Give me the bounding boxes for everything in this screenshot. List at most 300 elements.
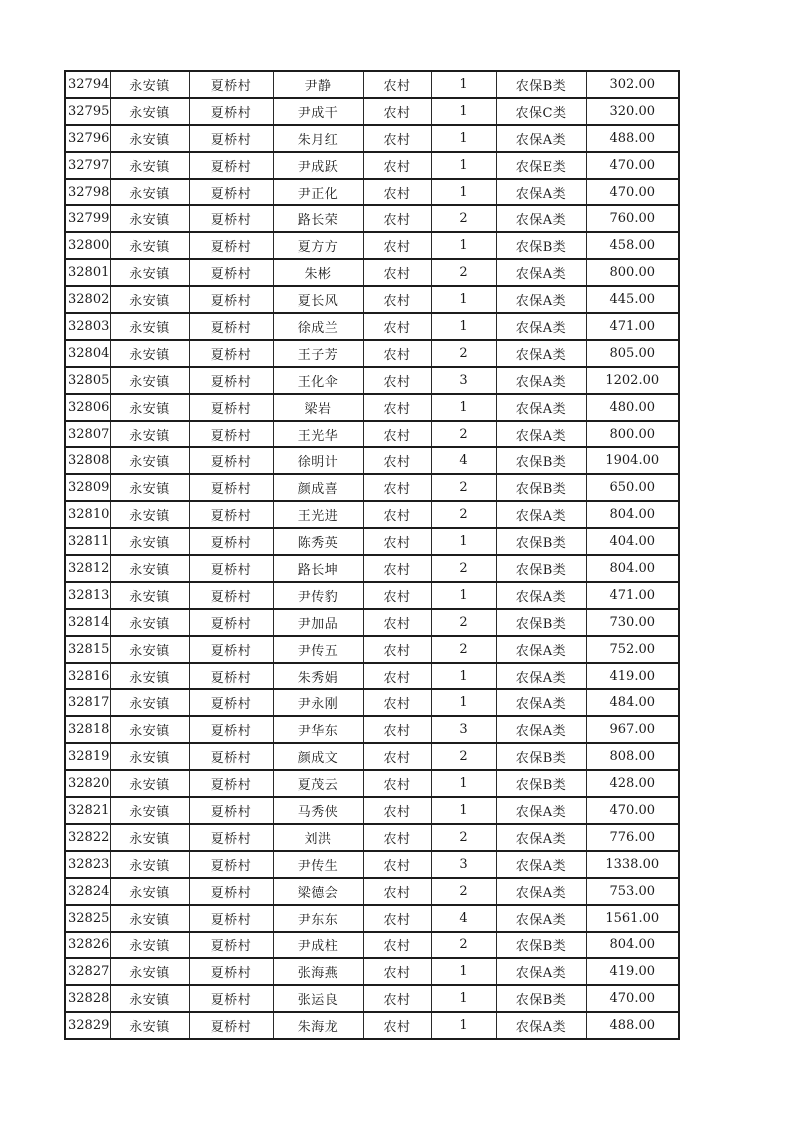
cell-person-count: 2 — [431, 609, 496, 636]
cell-person-name: 尹传豹 — [273, 582, 363, 609]
cell-town: 永安镇 — [110, 905, 189, 932]
cell-village: 夏桥村 — [189, 743, 273, 770]
table-row — [65, 582, 679, 609]
cell-village: 夏桥村 — [189, 394, 273, 421]
cell-person-name: 马秀侠 — [273, 797, 363, 824]
cell-person-count: 3 — [431, 851, 496, 878]
cell-person-name: 尹东东 — [273, 905, 363, 932]
cell-residence-type: 农村 — [363, 689, 431, 716]
cell-amount: 484.00 — [586, 689, 679, 716]
cell-sequence-number: 32798 — [65, 179, 110, 206]
cell-person-count: 1 — [431, 797, 496, 824]
cell-town: 永安镇 — [110, 474, 189, 501]
cell-village: 夏桥村 — [189, 205, 273, 232]
cell-town: 永安镇 — [110, 232, 189, 259]
cell-person-name: 颜成文 — [273, 743, 363, 770]
cell-amount: 470.00 — [586, 985, 679, 1012]
cell-village: 夏桥村 — [189, 716, 273, 743]
cell-sequence-number: 32813 — [65, 582, 110, 609]
cell-sequence-number: 32829 — [65, 1012, 110, 1039]
cell-village: 夏桥村 — [189, 125, 273, 152]
cell-village: 夏桥村 — [189, 851, 273, 878]
cell-person-count: 2 — [431, 421, 496, 448]
cell-village: 夏桥村 — [189, 367, 273, 394]
cell-village: 夏桥村 — [189, 1012, 273, 1039]
cell-sequence-number: 32796 — [65, 125, 110, 152]
cell-insurance-category: 农保B类 — [496, 474, 586, 501]
cell-insurance-category: 农保A类 — [496, 716, 586, 743]
cell-town: 永安镇 — [110, 689, 189, 716]
table-row — [65, 663, 679, 690]
cell-amount: 428.00 — [586, 770, 679, 797]
cell-person-count: 1 — [431, 394, 496, 421]
cell-person-name: 尹永刚 — [273, 689, 363, 716]
cell-person-name: 梁德会 — [273, 878, 363, 905]
cell-person-name: 尹传生 — [273, 851, 363, 878]
cell-insurance-category: 农保A类 — [496, 501, 586, 528]
cell-insurance-category: 农保A类 — [496, 636, 586, 663]
cell-town: 永安镇 — [110, 205, 189, 232]
cell-person-name: 徐成兰 — [273, 313, 363, 340]
cell-person-count: 2 — [431, 743, 496, 770]
cell-sequence-number: 32795 — [65, 98, 110, 125]
cell-town: 永安镇 — [110, 932, 189, 959]
cell-residence-type: 农村 — [363, 340, 431, 367]
table-row — [65, 824, 679, 851]
cell-town: 永安镇 — [110, 528, 189, 555]
cell-insurance-category: 农保A类 — [496, 582, 586, 609]
cell-sequence-number: 32814 — [65, 609, 110, 636]
cell-town: 永安镇 — [110, 152, 189, 179]
cell-sequence-number: 32806 — [65, 394, 110, 421]
cell-village: 夏桥村 — [189, 878, 273, 905]
cell-sequence-number: 32827 — [65, 958, 110, 985]
cell-person-count: 2 — [431, 474, 496, 501]
cell-village: 夏桥村 — [189, 770, 273, 797]
cell-town: 永安镇 — [110, 501, 189, 528]
table-row — [65, 716, 679, 743]
cell-residence-type: 农村 — [363, 932, 431, 959]
cell-residence-type: 农村 — [363, 125, 431, 152]
cell-person-name: 王光进 — [273, 501, 363, 528]
cell-village: 夏桥村 — [189, 797, 273, 824]
cell-insurance-category: 农保B类 — [496, 71, 586, 98]
cell-person-count: 2 — [431, 878, 496, 905]
cell-person-count: 2 — [431, 555, 496, 582]
cell-person-count: 3 — [431, 716, 496, 743]
cell-village: 夏桥村 — [189, 824, 273, 851]
cell-sequence-number: 32812 — [65, 555, 110, 582]
cell-person-name: 尹成柱 — [273, 932, 363, 959]
cell-town: 永安镇 — [110, 1012, 189, 1039]
cell-person-count: 1 — [431, 985, 496, 1012]
cell-residence-type: 农村 — [363, 259, 431, 286]
table-row — [65, 770, 679, 797]
table-row — [65, 501, 679, 528]
cell-amount: 320.00 — [586, 98, 679, 125]
cell-sequence-number: 32820 — [65, 770, 110, 797]
cell-residence-type: 农村 — [363, 1012, 431, 1039]
cell-person-count: 4 — [431, 905, 496, 932]
table-row — [65, 152, 679, 179]
cell-village: 夏桥村 — [189, 179, 273, 206]
cell-person-name: 朱秀娟 — [273, 663, 363, 690]
cell-insurance-category: 农保A类 — [496, 797, 586, 824]
cell-person-count: 1 — [431, 313, 496, 340]
cell-insurance-category: 农保A类 — [496, 205, 586, 232]
cell-person-name: 路长坤 — [273, 555, 363, 582]
cell-sequence-number: 32824 — [65, 878, 110, 905]
cell-village: 夏桥村 — [189, 421, 273, 448]
cell-town: 永安镇 — [110, 313, 189, 340]
table-row — [65, 313, 679, 340]
cell-residence-type: 农村 — [363, 501, 431, 528]
cell-person-count: 1 — [431, 1012, 496, 1039]
cell-residence-type: 农村 — [363, 636, 431, 663]
cell-village: 夏桥村 — [189, 985, 273, 1012]
cell-person-name: 张海燕 — [273, 958, 363, 985]
table-row — [65, 259, 679, 286]
cell-sequence-number: 32801 — [65, 259, 110, 286]
cell-amount: 1202.00 — [586, 367, 679, 394]
cell-sequence-number: 32826 — [65, 932, 110, 959]
cell-amount: 470.00 — [586, 179, 679, 206]
cell-insurance-category: 农保A类 — [496, 905, 586, 932]
cell-residence-type: 农村 — [363, 905, 431, 932]
cell-town: 永安镇 — [110, 555, 189, 582]
cell-person-count: 3 — [431, 367, 496, 394]
table-row — [65, 232, 679, 259]
cell-sequence-number: 32818 — [65, 716, 110, 743]
cell-sequence-number: 32810 — [65, 501, 110, 528]
cell-amount: 800.00 — [586, 421, 679, 448]
cell-sequence-number: 32816 — [65, 663, 110, 690]
cell-village: 夏桥村 — [189, 501, 273, 528]
cell-sequence-number: 32808 — [65, 447, 110, 474]
cell-residence-type: 农村 — [363, 205, 431, 232]
cell-residence-type: 农村 — [363, 474, 431, 501]
cell-town: 永安镇 — [110, 958, 189, 985]
cell-village: 夏桥村 — [189, 447, 273, 474]
table-row — [65, 1012, 679, 1039]
cell-amount: 1904.00 — [586, 447, 679, 474]
cell-amount: 445.00 — [586, 286, 679, 313]
cell-amount: 470.00 — [586, 152, 679, 179]
cell-person-name: 朱彬 — [273, 259, 363, 286]
table-row — [65, 286, 679, 313]
cell-insurance-category: 农保B类 — [496, 770, 586, 797]
cell-residence-type: 农村 — [363, 663, 431, 690]
cell-residence-type: 农村 — [363, 797, 431, 824]
cell-sequence-number: 32822 — [65, 824, 110, 851]
cell-village: 夏桥村 — [189, 582, 273, 609]
cell-sequence-number: 32821 — [65, 797, 110, 824]
cell-village: 夏桥村 — [189, 313, 273, 340]
cell-village: 夏桥村 — [189, 71, 273, 98]
cell-town: 永安镇 — [110, 286, 189, 313]
cell-town: 永安镇 — [110, 98, 189, 125]
cell-town: 永安镇 — [110, 770, 189, 797]
cell-sequence-number: 32794 — [65, 71, 110, 98]
cell-person-count: 1 — [431, 770, 496, 797]
cell-amount: 804.00 — [586, 555, 679, 582]
table-row — [65, 179, 679, 206]
cell-person-name: 尹成跃 — [273, 152, 363, 179]
cell-insurance-category: 农保A类 — [496, 689, 586, 716]
cell-person-count: 1 — [431, 958, 496, 985]
cell-sequence-number: 32811 — [65, 528, 110, 555]
cell-person-name: 张运良 — [273, 985, 363, 1012]
cell-insurance-category: 农保B类 — [496, 609, 586, 636]
table-row — [65, 555, 679, 582]
cell-town: 永安镇 — [110, 878, 189, 905]
cell-insurance-category: 农保A类 — [496, 394, 586, 421]
cell-person-count: 2 — [431, 636, 496, 663]
table-row — [65, 71, 679, 98]
cell-village: 夏桥村 — [189, 98, 273, 125]
cell-residence-type: 农村 — [363, 582, 431, 609]
cell-amount: 419.00 — [586, 958, 679, 985]
cell-residence-type: 农村 — [363, 232, 431, 259]
cell-amount: 302.00 — [586, 71, 679, 98]
cell-town: 永安镇 — [110, 179, 189, 206]
table-row — [65, 985, 679, 1012]
cell-insurance-category: 农保A类 — [496, 179, 586, 206]
cell-amount: 730.00 — [586, 609, 679, 636]
cell-sequence-number: 32807 — [65, 421, 110, 448]
cell-town: 永安镇 — [110, 797, 189, 824]
cell-residence-type: 农村 — [363, 367, 431, 394]
cell-sequence-number: 32817 — [65, 689, 110, 716]
cell-town: 永安镇 — [110, 609, 189, 636]
cell-residence-type: 农村 — [363, 286, 431, 313]
cell-person-name: 尹加品 — [273, 609, 363, 636]
cell-village: 夏桥村 — [189, 474, 273, 501]
cell-person-count: 1 — [431, 528, 496, 555]
cell-amount: 488.00 — [586, 1012, 679, 1039]
cell-residence-type: 农村 — [363, 71, 431, 98]
table-row — [65, 743, 679, 770]
cell-amount: 1561.00 — [586, 905, 679, 932]
cell-person-name: 刘洪 — [273, 824, 363, 851]
payment-table-body — [65, 71, 679, 1039]
cell-person-count: 1 — [431, 125, 496, 152]
cell-amount: 967.00 — [586, 716, 679, 743]
cell-person-count: 1 — [431, 179, 496, 206]
cell-amount: 480.00 — [586, 394, 679, 421]
cell-town: 永安镇 — [110, 663, 189, 690]
table-row — [65, 367, 679, 394]
cell-amount: 419.00 — [586, 663, 679, 690]
table-row — [65, 447, 679, 474]
cell-person-count: 1 — [431, 663, 496, 690]
table-row — [65, 851, 679, 878]
cell-person-count: 1 — [431, 98, 496, 125]
cell-residence-type: 农村 — [363, 609, 431, 636]
cell-person-name: 颜成喜 — [273, 474, 363, 501]
cell-amount: 804.00 — [586, 932, 679, 959]
cell-insurance-category: 农保A类 — [496, 367, 586, 394]
cell-person-count: 1 — [431, 689, 496, 716]
cell-person-name: 尹正化 — [273, 179, 363, 206]
cell-town: 永安镇 — [110, 824, 189, 851]
cell-person-name: 徐明计 — [273, 447, 363, 474]
cell-person-count: 2 — [431, 340, 496, 367]
cell-village: 夏桥村 — [189, 609, 273, 636]
table-row — [65, 125, 679, 152]
table-row — [65, 205, 679, 232]
cell-village: 夏桥村 — [189, 286, 273, 313]
cell-amount: 488.00 — [586, 125, 679, 152]
cell-person-count: 2 — [431, 932, 496, 959]
cell-town: 永安镇 — [110, 582, 189, 609]
cell-insurance-category: 农保A类 — [496, 1012, 586, 1039]
cell-person-count: 1 — [431, 232, 496, 259]
cell-town: 永安镇 — [110, 636, 189, 663]
cell-insurance-category: 农保B类 — [496, 447, 586, 474]
cell-insurance-category: 农保A类 — [496, 878, 586, 905]
cell-residence-type: 农村 — [363, 179, 431, 206]
cell-insurance-category: 农保A类 — [496, 286, 586, 313]
cell-sequence-number: 32803 — [65, 313, 110, 340]
cell-insurance-category: 农保A类 — [496, 824, 586, 851]
cell-insurance-category: 农保B类 — [496, 985, 586, 1012]
cell-amount: 776.00 — [586, 824, 679, 851]
cell-insurance-category: 农保A类 — [496, 958, 586, 985]
cell-amount: 804.00 — [586, 501, 679, 528]
cell-residence-type: 农村 — [363, 985, 431, 1012]
cell-residence-type: 农村 — [363, 394, 431, 421]
cell-person-name: 夏方方 — [273, 232, 363, 259]
cell-person-name: 夏长风 — [273, 286, 363, 313]
cell-insurance-category: 农保C类 — [496, 98, 586, 125]
cell-residence-type: 农村 — [363, 528, 431, 555]
table-row — [65, 340, 679, 367]
table-row — [65, 797, 679, 824]
cell-sequence-number: 32800 — [65, 232, 110, 259]
cell-residence-type: 农村 — [363, 152, 431, 179]
cell-sequence-number: 32797 — [65, 152, 110, 179]
welfare-payment-table — [64, 70, 680, 1040]
cell-residence-type: 农村 — [363, 958, 431, 985]
cell-amount: 471.00 — [586, 313, 679, 340]
cell-residence-type: 农村 — [363, 447, 431, 474]
cell-town: 永安镇 — [110, 421, 189, 448]
cell-person-name: 王光华 — [273, 421, 363, 448]
cell-town: 永安镇 — [110, 743, 189, 770]
table-row — [65, 905, 679, 932]
cell-person-count: 2 — [431, 501, 496, 528]
table-row — [65, 528, 679, 555]
cell-insurance-category: 农保A类 — [496, 340, 586, 367]
cell-amount: 471.00 — [586, 582, 679, 609]
cell-amount: 470.00 — [586, 797, 679, 824]
cell-insurance-category: 农保B类 — [496, 528, 586, 555]
cell-person-name: 尹传五 — [273, 636, 363, 663]
cell-insurance-category: 农保B类 — [496, 932, 586, 959]
table-row — [65, 932, 679, 959]
cell-residence-type: 农村 — [363, 716, 431, 743]
cell-amount: 753.00 — [586, 878, 679, 905]
cell-amount: 808.00 — [586, 743, 679, 770]
cell-residence-type: 农村 — [363, 770, 431, 797]
cell-person-count: 2 — [431, 259, 496, 286]
cell-residence-type: 农村 — [363, 555, 431, 582]
cell-person-count: 1 — [431, 582, 496, 609]
table-row — [65, 98, 679, 125]
cell-person-count: 2 — [431, 205, 496, 232]
cell-residence-type: 农村 — [363, 98, 431, 125]
cell-village: 夏桥村 — [189, 340, 273, 367]
cell-insurance-category: 农保A类 — [496, 421, 586, 448]
table-row — [65, 609, 679, 636]
cell-insurance-category: 农保B类 — [496, 232, 586, 259]
cell-village: 夏桥村 — [189, 528, 273, 555]
cell-person-name: 王化伞 — [273, 367, 363, 394]
table-row — [65, 689, 679, 716]
cell-residence-type: 农村 — [363, 851, 431, 878]
table-row — [65, 421, 679, 448]
cell-town: 永安镇 — [110, 716, 189, 743]
cell-amount: 404.00 — [586, 528, 679, 555]
cell-village: 夏桥村 — [189, 932, 273, 959]
cell-sequence-number: 32805 — [65, 367, 110, 394]
cell-amount: 800.00 — [586, 259, 679, 286]
cell-sequence-number: 32815 — [65, 636, 110, 663]
cell-amount: 458.00 — [586, 232, 679, 259]
cell-village: 夏桥村 — [189, 259, 273, 286]
cell-insurance-category: 农保B类 — [496, 555, 586, 582]
cell-amount: 805.00 — [586, 340, 679, 367]
cell-village: 夏桥村 — [189, 555, 273, 582]
cell-sequence-number: 32823 — [65, 851, 110, 878]
cell-person-count: 1 — [431, 286, 496, 313]
cell-village: 夏桥村 — [189, 905, 273, 932]
cell-person-name: 王子芳 — [273, 340, 363, 367]
cell-town: 永安镇 — [110, 985, 189, 1012]
cell-town: 永安镇 — [110, 71, 189, 98]
cell-person-name: 路长荣 — [273, 205, 363, 232]
cell-sequence-number: 32828 — [65, 985, 110, 1012]
cell-amount: 760.00 — [586, 205, 679, 232]
cell-residence-type: 农村 — [363, 313, 431, 340]
cell-person-name: 尹静 — [273, 71, 363, 98]
cell-village: 夏桥村 — [189, 636, 273, 663]
cell-sequence-number: 32809 — [65, 474, 110, 501]
cell-person-count: 4 — [431, 447, 496, 474]
cell-sequence-number: 32825 — [65, 905, 110, 932]
cell-person-name: 夏茂云 — [273, 770, 363, 797]
cell-town: 永安镇 — [110, 125, 189, 152]
cell-town: 永安镇 — [110, 259, 189, 286]
cell-person-count: 1 — [431, 152, 496, 179]
cell-residence-type: 农村 — [363, 824, 431, 851]
cell-insurance-category: 农保A类 — [496, 851, 586, 878]
cell-village: 夏桥村 — [189, 232, 273, 259]
cell-person-name: 朱月红 — [273, 125, 363, 152]
cell-amount: 752.00 — [586, 636, 679, 663]
cell-insurance-category: 农保A类 — [496, 259, 586, 286]
cell-residence-type: 农村 — [363, 743, 431, 770]
cell-person-name: 梁岩 — [273, 394, 363, 421]
cell-village: 夏桥村 — [189, 152, 273, 179]
cell-town: 永安镇 — [110, 367, 189, 394]
cell-village: 夏桥村 — [189, 958, 273, 985]
cell-insurance-category: 农保E类 — [496, 152, 586, 179]
cell-sequence-number: 32819 — [65, 743, 110, 770]
cell-insurance-category: 农保A类 — [496, 663, 586, 690]
cell-town: 永安镇 — [110, 851, 189, 878]
